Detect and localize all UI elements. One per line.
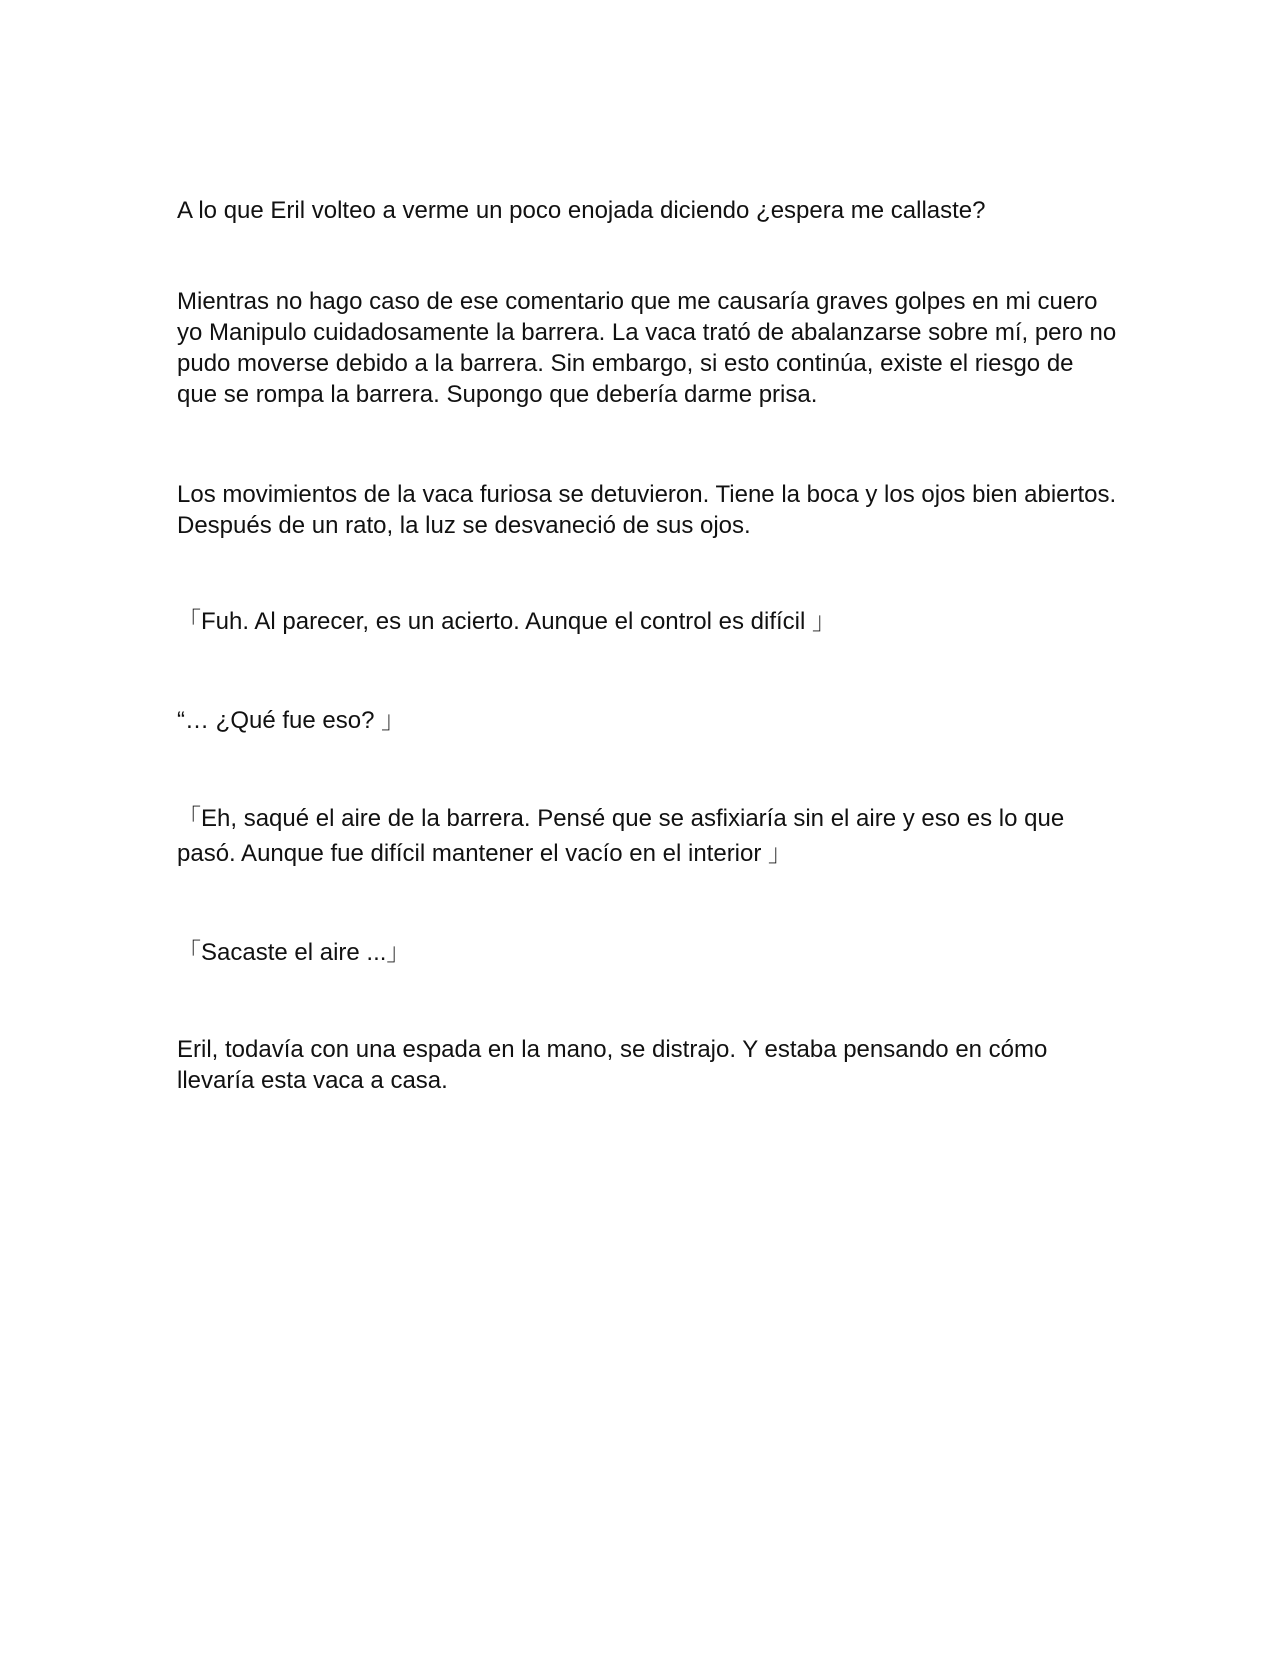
dialogue-1: 「Fuh. Al parecer, es un acierto. Aunque el control es difícil 」 bbox=[177, 608, 837, 635]
dialogue-4: 「Sacaste el aire ...」 bbox=[177, 939, 411, 966]
paragraph-3: Los movimientos de la vaca furiosa se detuvieron. Tiene la boca y los ojos bien abiertos. Después de un rato, la luz se desvaneció de sus ojos. bbox=[177, 481, 1117, 539]
paragraph-1: A lo que Eril volteo a verme un poco enojada diciendo ¿espera me callaste? bbox=[177, 197, 986, 224]
paragraph-2: Mientras no hago caso de ese comentario que me causaría graves golpes en mi cuero yo Manipulo cuidadosamente la barrera. La vaca trató de abalanzarse sobre mí, pero no pudo moverse debido a la barrera. Sin embargo, si esto continúa, existe el riesgo de que se rompa la barrera. Supongo que debería darme prisa. bbox=[177, 288, 1117, 408]
dialogue-3: 「Eh, saqué el aire de la barrera. Pensé que se asfixiaría sin el aire y eso es lo que pasó. Aunque fue difícil mantener el vacío en el interior 」 bbox=[177, 805, 1065, 867]
paragraph-4: Eril, todavía con una espada en la mano, se distrajo. Y estaba pensando en cómo llevaría esta vaca a casa. bbox=[177, 1036, 1048, 1094]
dialogue-2: “… ¿Qué fue eso? 」 bbox=[177, 707, 406, 734]
